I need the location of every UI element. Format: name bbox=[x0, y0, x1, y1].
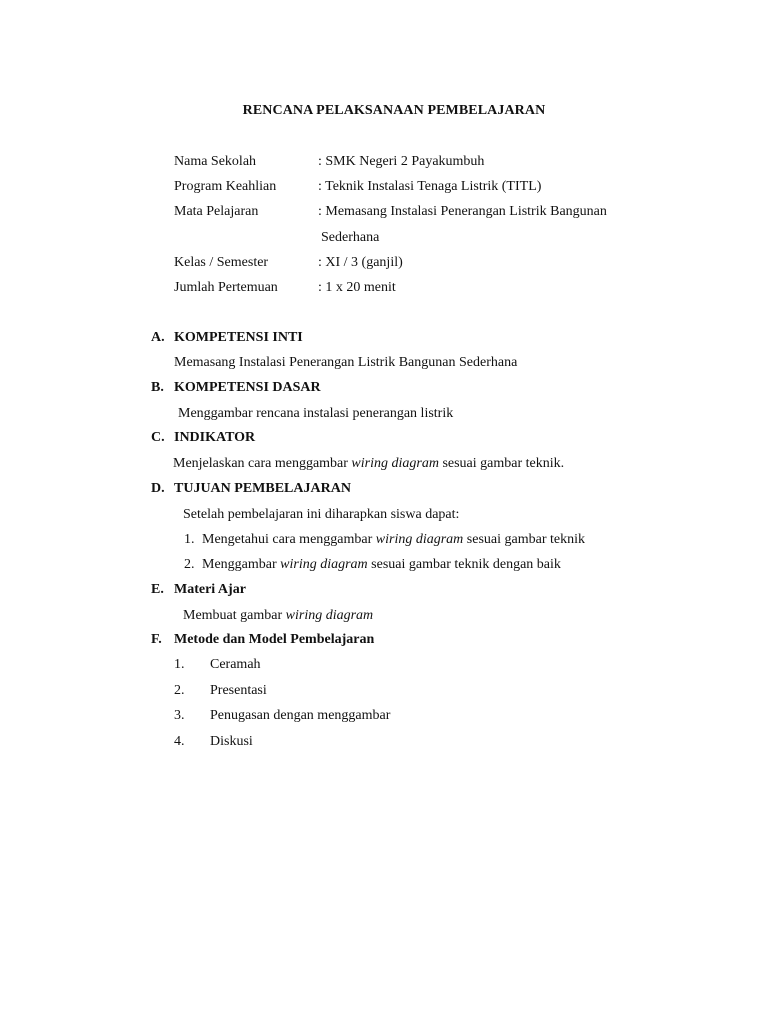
text-run: Mengetahui cara menggambar bbox=[202, 532, 376, 547]
section-letter: A. bbox=[151, 330, 165, 345]
section-title: Materi Ajar bbox=[174, 582, 246, 597]
info-value: : 1 x 20 menit bbox=[318, 280, 396, 295]
info-value-continuation: Sederhana bbox=[321, 230, 380, 245]
section-letter: F. bbox=[151, 632, 162, 647]
list-number: 3. bbox=[174, 708, 185, 723]
section-e-text bbox=[183, 607, 373, 625]
section-b-heading bbox=[151, 379, 321, 397]
section-a-text: Memasang Instalasi Penerangan Listrik Bangunan Sederhana bbox=[174, 355, 518, 370]
section-f-heading bbox=[151, 631, 374, 649]
italic-term: wiring diagram bbox=[280, 557, 368, 572]
info-label: Nama Sekolah bbox=[174, 154, 257, 169]
section-a-heading bbox=[151, 329, 303, 347]
list-number: 4. bbox=[174, 734, 185, 749]
document-title: RENCANA PELAKSANAAN PEMBELAJARAN bbox=[242, 103, 546, 118]
list-item bbox=[184, 531, 585, 549]
list-number: 2. bbox=[184, 557, 195, 572]
list-item bbox=[174, 656, 261, 674]
text-run: sesuai gambar teknik dengan baik bbox=[367, 557, 561, 572]
text-run: sesuai gambar teknik bbox=[463, 532, 585, 547]
text-run: sesuai gambar teknik. bbox=[438, 456, 565, 471]
info-value: : XI / 3 (ganjil) bbox=[318, 255, 403, 270]
italic-term: wiring diagram bbox=[375, 532, 464, 547]
section-title: TUJUAN PEMBELAJARAN bbox=[174, 481, 351, 496]
list-label: Penugasan dengan menggambar bbox=[210, 708, 391, 723]
section-c-heading bbox=[151, 429, 255, 447]
info-label: Kelas / Semester bbox=[174, 255, 269, 270]
italic-term: wiring diagram bbox=[285, 608, 374, 623]
text-run: Menjelaskan cara menggambar bbox=[173, 456, 352, 471]
list-item bbox=[174, 733, 253, 751]
section-c-text bbox=[173, 455, 564, 473]
section-b-text: Menggambar rencana instalasi penerangan listrik bbox=[178, 406, 454, 421]
info-value: : Teknik Instalasi Tenaga Listrik (TITL) bbox=[318, 179, 542, 194]
list-number: 1. bbox=[174, 657, 185, 672]
section-title: KOMPETENSI DASAR bbox=[174, 380, 321, 395]
section-e-heading bbox=[151, 581, 246, 599]
section-letter: B. bbox=[151, 380, 164, 395]
section-title: Metode dan Model Pembelajaran bbox=[174, 632, 375, 647]
section-letter: C. bbox=[151, 430, 165, 445]
info-value: : Memasang Instalasi Penerangan Listrik Bangunan bbox=[318, 204, 607, 219]
italic-term: wiring diagram bbox=[351, 456, 439, 471]
list-item bbox=[184, 556, 561, 574]
list-label: Ceramah bbox=[210, 657, 261, 672]
info-label: Mata Pelajaran bbox=[174, 204, 259, 219]
list-item bbox=[174, 707, 390, 725]
section-d-heading bbox=[151, 480, 351, 498]
info-value: : SMK Negeri 2 Payakumbuh bbox=[318, 154, 485, 169]
section-title: KOMPETENSI INTI bbox=[174, 330, 303, 345]
section-letter: E. bbox=[151, 582, 164, 597]
list-label: Presentasi bbox=[210, 683, 267, 698]
info-label: Program Keahlian bbox=[174, 179, 277, 194]
list-label: Diskusi bbox=[210, 734, 253, 749]
text-run: Membuat gambar bbox=[183, 608, 286, 623]
list-number: 2. bbox=[174, 683, 185, 698]
list-number: 1. bbox=[184, 532, 195, 547]
list-item bbox=[174, 682, 267, 700]
info-label: Jumlah Pertemuan bbox=[174, 280, 278, 295]
section-letter: D. bbox=[151, 481, 165, 496]
text-run: Menggambar bbox=[202, 557, 281, 572]
section-d-intro: Setelah pembelajaran ini diharapkan siswa dapat: bbox=[183, 507, 460, 522]
section-title: INDIKATOR bbox=[174, 430, 256, 445]
